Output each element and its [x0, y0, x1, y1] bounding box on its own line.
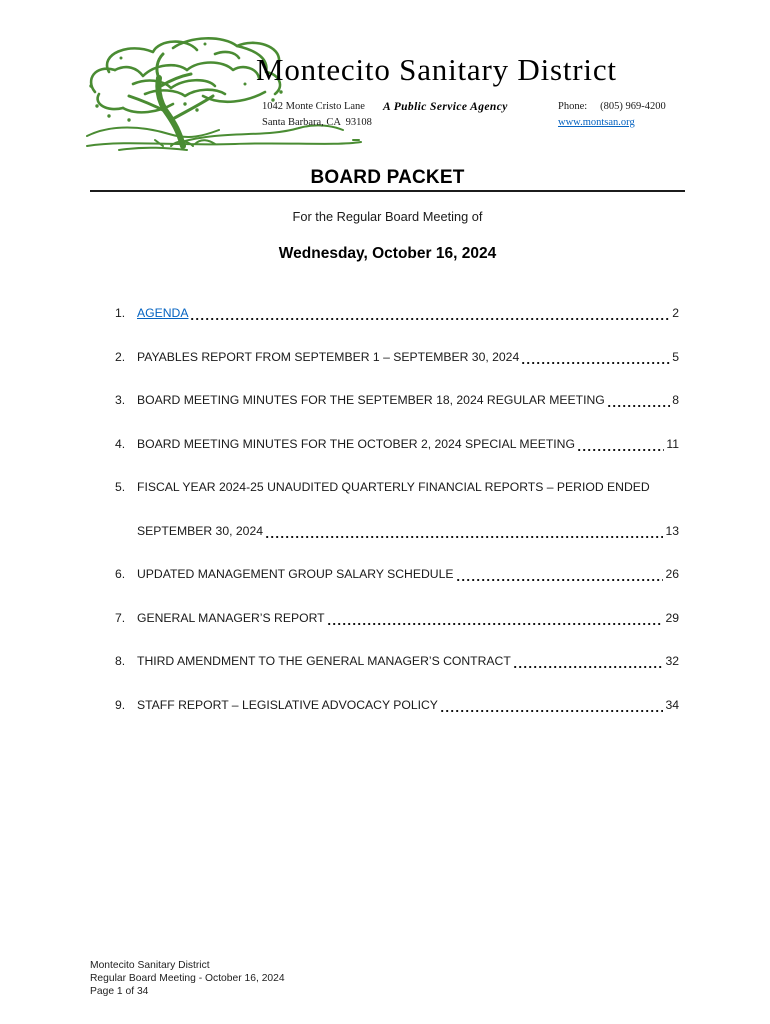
dot-leader — [328, 622, 664, 626]
toc-list — [90, 306, 685, 741]
toc-item-number: 3. — [115, 393, 126, 407]
toc-item-page: 5 — [672, 349, 679, 364]
dot-leader — [441, 709, 663, 713]
address-line-1: 1042 Monte Cristo Lane — [262, 101, 365, 112]
org-tagline: A Public Service Agency — [383, 101, 508, 113]
dot-leader — [266, 535, 663, 539]
toc-item-number: 2. — [115, 349, 126, 364]
toc-item-label: FISCAL YEAR 2024-25 UNAUDITED QUARTERLY FINANCIAL REPORTS – PERIOD ENDED — [137, 480, 650, 494]
toc-item — [90, 654, 685, 671]
phone-row — [558, 99, 666, 115]
org-name: Montecito Sanitary District — [256, 52, 617, 87]
contact-block — [558, 99, 666, 130]
toc-item-number: 6. — [115, 567, 126, 581]
toc-item-number: 9. — [115, 697, 126, 712]
org-address — [262, 99, 372, 130]
toc-item-label: THIRD AMENDMENT TO THE GENERAL MANAGER’S CONTRACT — [137, 654, 511, 668]
toc-item — [90, 567, 685, 584]
toc-item-label: BOARD MEETING MINUTES FOR THE OCTOBER 2, 2024 SPECIAL MEETING — [137, 436, 575, 451]
toc-item — [90, 698, 685, 715]
toc-item — [90, 611, 685, 628]
toc-item-label: SEPTEMBER 30, 2024 — [137, 523, 263, 538]
letterhead — [0, 0, 770, 165]
dot-leader — [514, 665, 664, 669]
toc-item-label: STAFF REPORT – LEGISLATIVE ADVOCACY POLICY — [137, 697, 438, 712]
toc-item-label: GENERAL MANAGER’S REPORT — [137, 610, 325, 625]
toc-item-page: 2 — [672, 306, 679, 320]
toc-item-number: 4. — [115, 436, 126, 451]
toc-item-page: 11 — [666, 436, 679, 451]
toc-item-label: BOARD MEETING MINUTES FOR THE SEPTEMBER 18, 2024 REGULAR MEETING — [137, 393, 605, 407]
dot-leader — [578, 448, 664, 452]
toc-item-number: 5. — [115, 480, 126, 494]
phone-number: (805) 969-4200 — [600, 101, 666, 112]
page-title: BOARD PACKET — [310, 167, 465, 188]
dot-leader — [457, 578, 664, 582]
toc-item — [90, 393, 685, 410]
toc-item — [90, 306, 685, 323]
toc-item-label: UPDATED MANAGEMENT GROUP SALARY SCHEDULE — [137, 567, 454, 581]
toc-item-page: 32 — [665, 654, 679, 668]
toc-item-page: 8 — [672, 393, 679, 407]
footer-page-number: Page 1 of 34 — [90, 986, 149, 998]
title-band — [90, 167, 685, 192]
toc-item — [90, 350, 685, 367]
toc-item-number: 1. — [115, 306, 126, 320]
toc-item-number: 7. — [115, 610, 126, 625]
footer-org: Montecito Sanitary District — [90, 960, 210, 971]
toc-link-agenda[interactable]: AGENDA — [137, 306, 189, 320]
toc-item-label: PAYABLES REPORT FROM SEPTEMBER 1 – SEPTEMBER 30, 2024 — [137, 349, 520, 364]
toc-item — [90, 524, 685, 541]
page-footer — [90, 959, 285, 999]
toc-item-page: 34 — [665, 697, 679, 712]
toc-item — [90, 480, 685, 497]
toc-item-page: 29 — [665, 610, 679, 625]
phone-label: Phone: — [558, 101, 588, 112]
toc-item — [90, 437, 685, 454]
footer-meeting: Regular Board Meeting - October 16, 2024 — [90, 973, 285, 985]
dot-leader — [522, 361, 670, 365]
toc-item-page: 13 — [665, 523, 679, 538]
dot-leader — [608, 404, 670, 408]
toc-item-page: 26 — [665, 567, 679, 581]
website-link[interactable]: www.montsan.org — [558, 116, 635, 128]
meeting-date: Wednesday, October 16, 2024 — [278, 245, 497, 262]
toc-item-number: 8. — [115, 654, 126, 668]
address-line-2: Santa Barbara, CA 93108 — [262, 116, 372, 128]
dot-leader — [191, 317, 670, 321]
subtitle: For the Regular Board Meeting of — [292, 209, 483, 224]
